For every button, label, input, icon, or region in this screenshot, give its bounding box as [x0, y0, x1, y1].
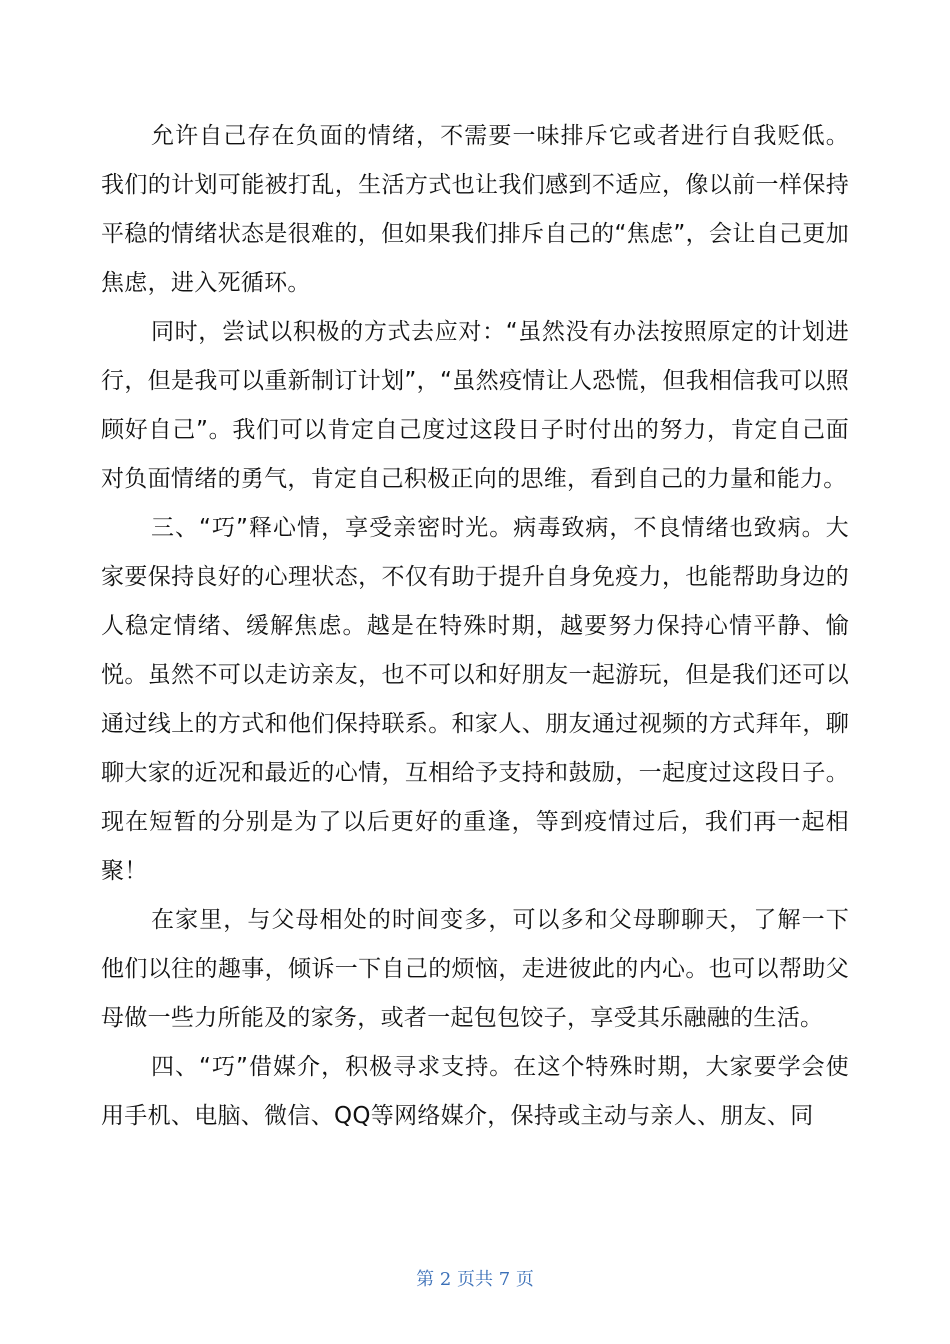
paragraph-5: 四、“巧”借媒介，积极寻求支持。在这个特殊时期，大家要学会使用手机、电脑、微信、QQ等网络媒介，保持或主动与亲人、朋友、同: [101, 1054, 849, 1129]
paragraph-1: 允许自己存在负面的情绪，不需要一味排斥它或者进行自我贬低。我们的计划可能被打乱，生活方式也让我们感到不适应，像以前一样保持平稳的情绪状态是很难的，但如果我们排斥自己的“焦虑”，会让自己更加焦虑，进入死循环。: [101, 123, 849, 296]
paragraph-2: 同时，尝试以积极的方式去应对：“虽然没有办法按照原定的计划进行，但是我可以重新制订计划”，“虽然疫情让人恐慌，但我相信我可以照顾好自己”。我们可以肯定自己度过这段日子时付出的努力，肯定自己面对负面情绪的勇气，肯定自己积极正向的思维，看到自己的力量和能力。: [101, 319, 849, 492]
paragraph-4: 在家里，与父母相处的时间变多，可以多和父母聊聊天，了解一下他们以往的趣事，倾诉一下自己的烦恼，走进彼此的内心。也可以帮助父母做一些力所能及的家务，或者一起包包饺子，享受其乐融融的生活。: [101, 907, 849, 1031]
page-number-footer: 第 2 页共 7 页: [416, 1269, 534, 1290]
paragraph-3: 三、“巧”释心情，享受亲密时光。病毒致病，不良情绪也致病。大家要保持良好的心理状态，不仅有助于提升自身免疫力，也能帮助身边的人稳定情绪、缓解焦虑。越是在特殊时期，越要努力保持心情平静、愉悦。虽然不可以走访亲友，也不可以和好朋友一起游玩，但是我们还可以通过线上的方式和他们保持联系。和家人、朋友通过视频的方式拜年，聊聊大家的近况和最近的心情，互相给予支持和鼓励，一起度过这段日子。现在短暂的分别是为了以后更好的重逢，等到疫情过后，我们再一起相聚！: [101, 515, 849, 884]
document-body: [101, 112, 849, 1141]
